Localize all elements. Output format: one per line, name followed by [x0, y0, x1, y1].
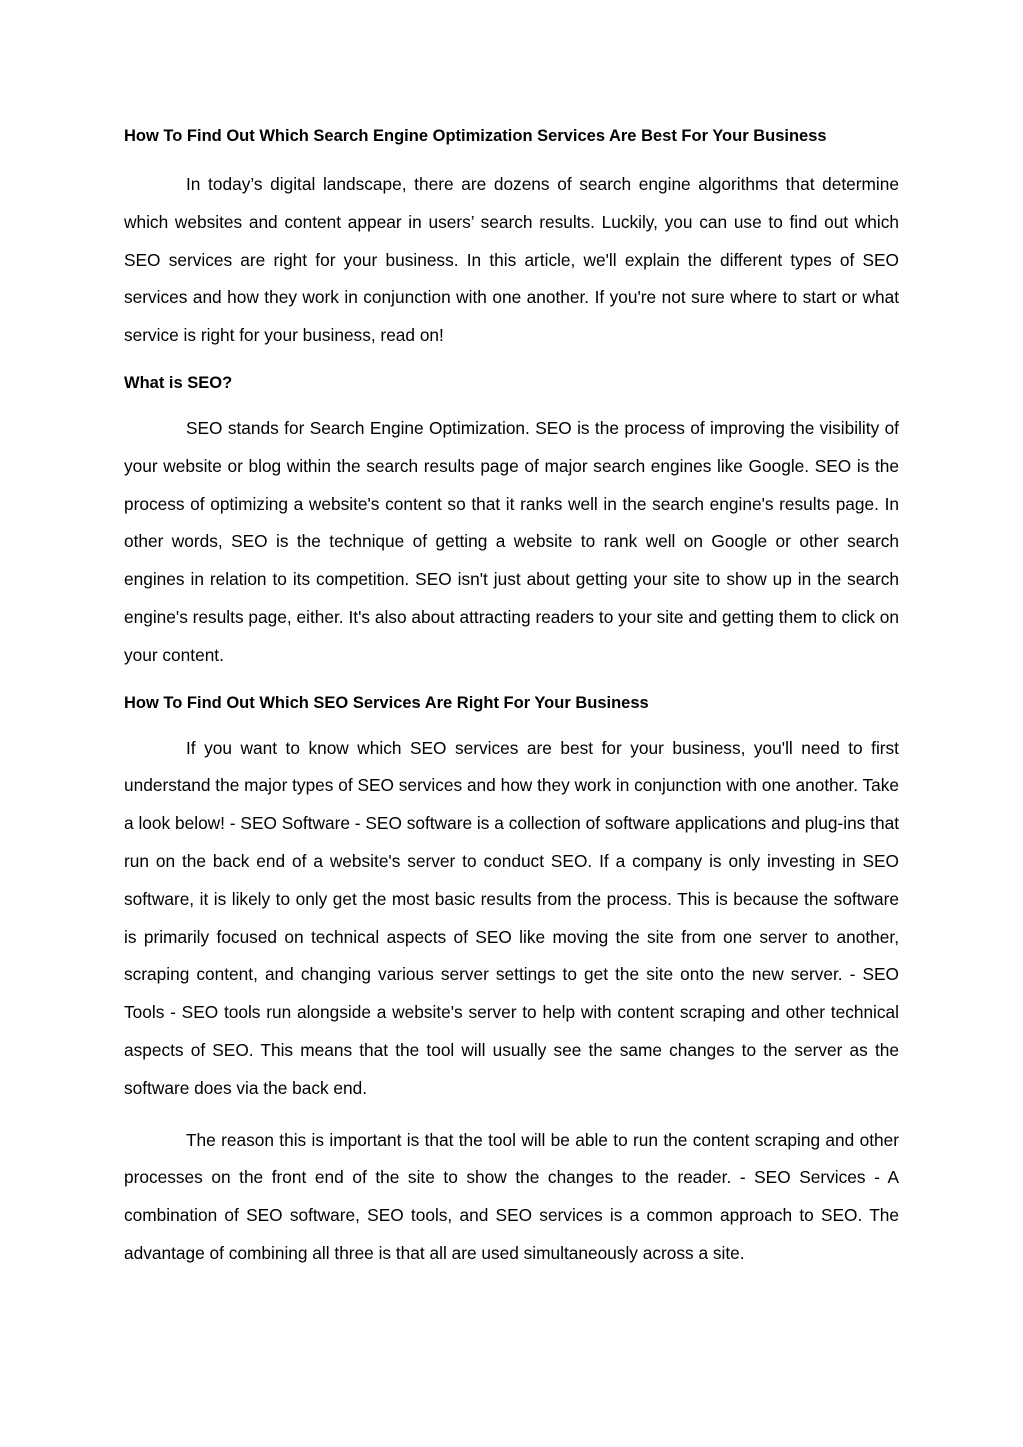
section-paragraph-seo-types: If you want to know which SEO services are best for your business, you'll need to first understand the major types of SEO services and how they work in conjunction with one another. Take a look below! - SEO Software - SEO software is a collection of software applications and plug-ins that run on the back end of a website's server to conduct SEO. If a company is only investing in SEO software, it is likely to only get the most basic results from the process. This is because the software is primarily focused on technical aspects of SEO like moving the site from one server to another, scraping content, and changing various server settings to get the site onto the new server. - SEO Tools - SEO tools run alongside a website's server to help with content scraping and other technical aspects of SEO. This means that the tool will usually see the same changes to the server as the software does via the back end. — [124, 737, 899, 1098]
document-page — [124, 122, 899, 1273]
section-paragraph-what-is-seo: SEO stands for Search Engine Optimization. SEO is the process of improving the visibility of your website or blog within the search results page of major search engines like Google. SEO is the process of optimizing a website's content so that it ranks well in the search engine's results page. In other words, SEO is the technique of getting a website to rank well on Google or other search engines in relation to its competition. SEO isn't just about getting your site to show up in the search engine's results page, either. It's also about attracting readers to your site and getting them to click on your content. — [124, 417, 899, 665]
document-title: How To Find Out Which Search Engine Optimization Services Are Best For Your Business — [124, 127, 827, 145]
intro-paragraph: In today’s digital landscape, there are dozens of search engine algorithms that determine which websites and content appear in users’ search results. Luckily, you can use to find out which SEO services are right for your business. In this article, we'll explain the different types of SEO services and how they work in conjunction with one another. If you're not sure where to start or what service is right for your business, read on! — [124, 174, 899, 346]
section-heading-what-is-seo: What is SEO? — [124, 373, 233, 392]
section-heading-find-seo-services: How To Find Out Which SEO Services Are Right For Your Business — [124, 693, 649, 712]
section-paragraph-seo-reason: The reason this is important is that the tool will be able to run the content scraping and other processes on the front end of the site to show the changes to the reader. - SEO Services - A combination of SEO software, SEO tools, and SEO services is a common approach to SEO. The advantage of combining all three is that all are used simultaneously across a site. — [124, 1129, 899, 1263]
